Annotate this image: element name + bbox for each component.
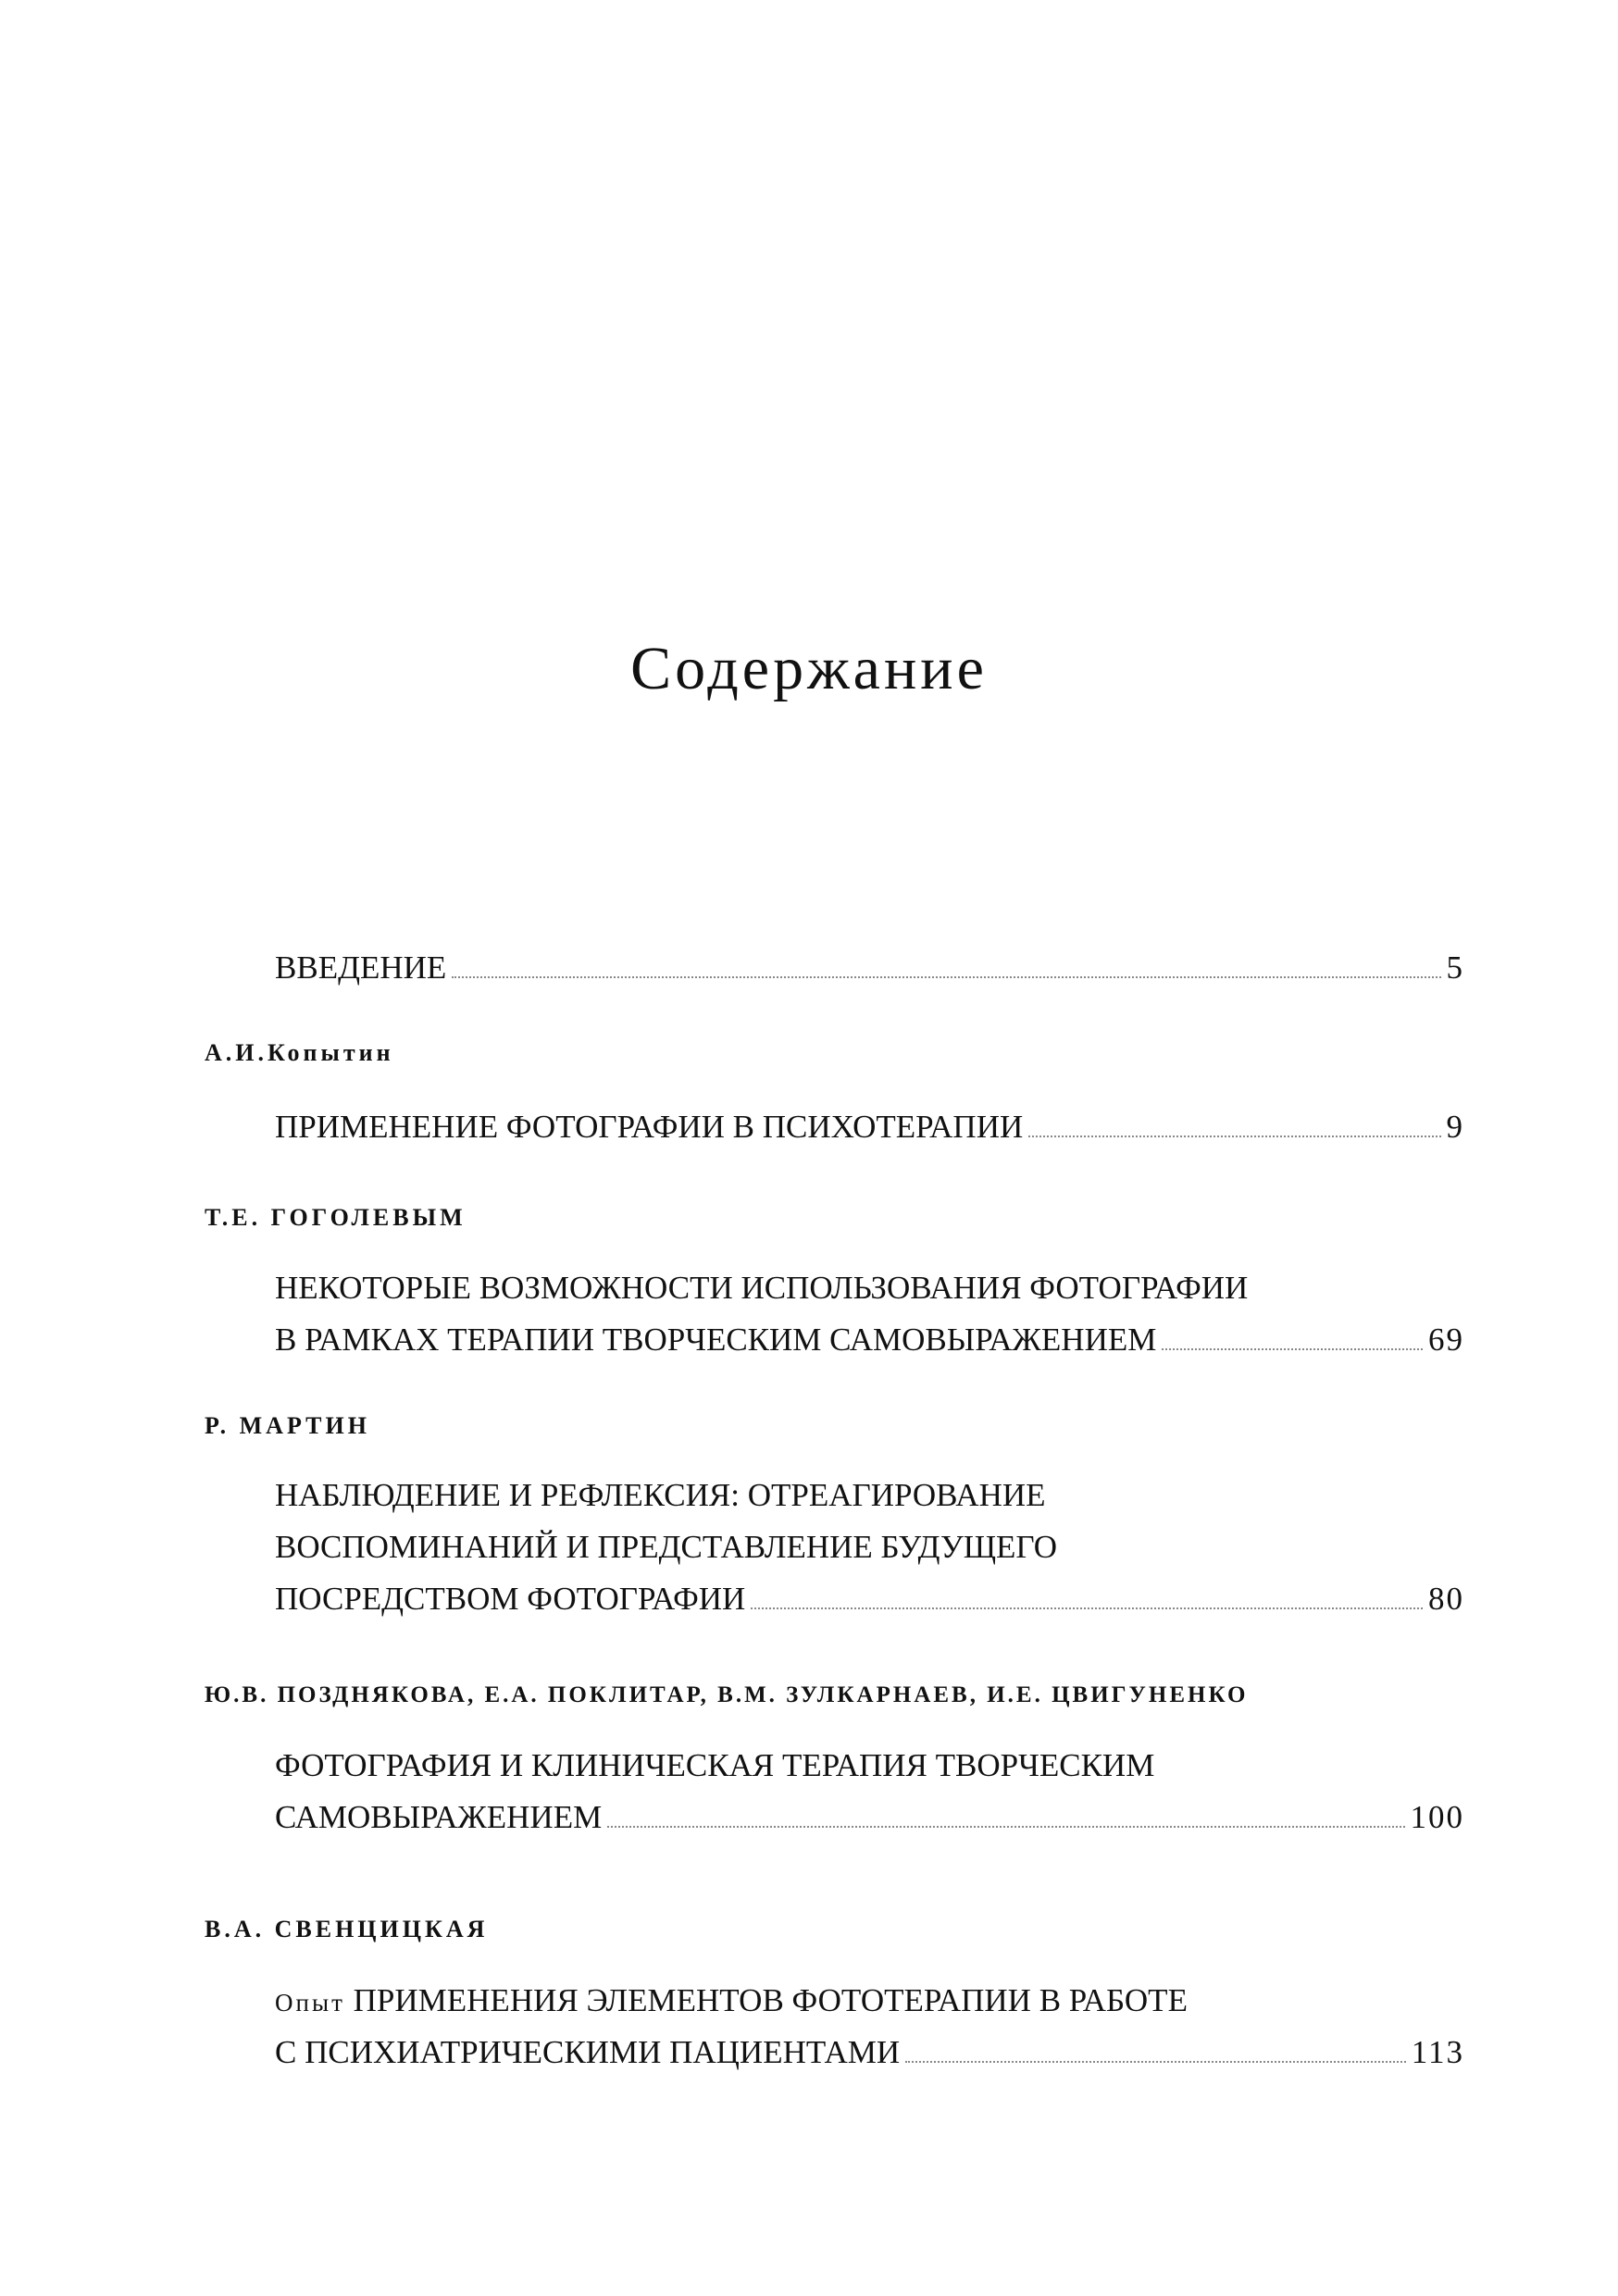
toc-line	[275, 1975, 1464, 2027]
toc-entry-title: ФОТОГРАФИЯ И КЛИНИЧЕСКАЯ ТЕРАПИЯ ТВОРЧЕСКИМ	[275, 1747, 1155, 1783]
toc-entry-title: ПОСРЕДСТВОМ ФОТОГРАФИИ	[275, 1581, 746, 1617]
toc-page-number: 100	[1410, 1799, 1464, 1835]
toc-author: А.И.Копытин	[205, 1039, 394, 1066]
toc-line	[275, 1314, 1464, 1366]
toc-entry[interactable]	[275, 1740, 1464, 1843]
toc-entry-title: С ПСИХИАТРИЧЕСКИМИ ПАЦИЕНТАМИ	[275, 2034, 901, 2070]
dot-leader	[1028, 1135, 1440, 1137]
toc-entry-title: НЕКОТОРЫЕ ВОЗМОЖНОСТИ ИСПОЛЬЗОВАНИЯ ФОТОГРАФИИ	[275, 1270, 1249, 1306]
toc-line	[275, 1262, 1464, 1314]
toc-author: В.А. СВЕНЦИЦКАЯ	[205, 1916, 489, 1942]
dot-leader	[905, 2060, 1406, 2063]
toc-entry-title: ВВЕДЕНИЕ	[275, 949, 447, 986]
toc-entry-title: ВОСПОМИНАНИЙ И ПРЕДСТАВЛЕНИЕ БУДУЩЕГО	[275, 1529, 1058, 1565]
dot-leader	[452, 975, 1440, 978]
dot-leader	[607, 1825, 1404, 1828]
toc-line	[275, 1573, 1464, 1625]
toc-page-number: 69	[1428, 1322, 1464, 1358]
toc-author: Р. МАРТИН	[205, 1412, 370, 1439]
toc-entry[interactable]	[275, 1470, 1464, 1625]
toc-line	[275, 1470, 1464, 1521]
toc-author: Ю.В. ПОЗДНЯКОВА, Е.А. ПОКЛИТАР, В.М. ЗУЛКАРНАЕВ, И.Е. ЦВИГУНЕНКО	[205, 1682, 1249, 1707]
toc-line	[275, 1740, 1464, 1792]
toc-entry[interactable]	[275, 1975, 1464, 2079]
toc-line	[275, 2027, 1464, 2079]
toc-page-number: 113	[1411, 2034, 1464, 2070]
toc-entry[interactable]	[275, 1262, 1464, 1366]
toc-entry-title: НАБЛЮДЕНИЕ И РЕФЛЕКСИЯ: ОТРЕАГИРОВАНИЕ	[275, 1477, 1046, 1513]
toc-page-number: 5	[1446, 949, 1464, 986]
dot-leader	[751, 1607, 1423, 1609]
toc-entry-title: В РАМКАХ ТЕРАПИИ ТВОРЧЕСКИМ САМОВЫРАЖЕНИЕМ	[275, 1322, 1157, 1358]
toc-entry-title: САМОВЫРАЖЕНИЕМ	[275, 1799, 603, 1835]
toc-entry-title: ПРИМЕНЕНИЯ ЭЛЕМЕНТОВ ФОТОТЕРАПИИ В РАБОТЕ	[353, 1982, 1188, 2018]
toc-line	[275, 1101, 1464, 1153]
toc-entry[interactable]	[275, 942, 1464, 994]
page-title: Содержание	[630, 635, 988, 702]
toc-line	[275, 942, 1464, 994]
toc-entry-prefix: Опыт	[275, 1989, 345, 2017]
toc-entry-title: ПРИМЕНЕНИЕ ФОТОГРАФИИ В ПСИХОТЕРАПИИ	[275, 1109, 1024, 1145]
toc-author: Т.Е. ГОГОЛЕВЫМ	[205, 1204, 467, 1231]
toc-line	[275, 1521, 1464, 1573]
toc-entry[interactable]	[275, 1101, 1464, 1153]
toc-line	[275, 1792, 1464, 1843]
dot-leader	[1162, 1347, 1423, 1350]
toc-page-number: 80	[1428, 1581, 1464, 1617]
toc-page-number: 9	[1446, 1109, 1464, 1145]
